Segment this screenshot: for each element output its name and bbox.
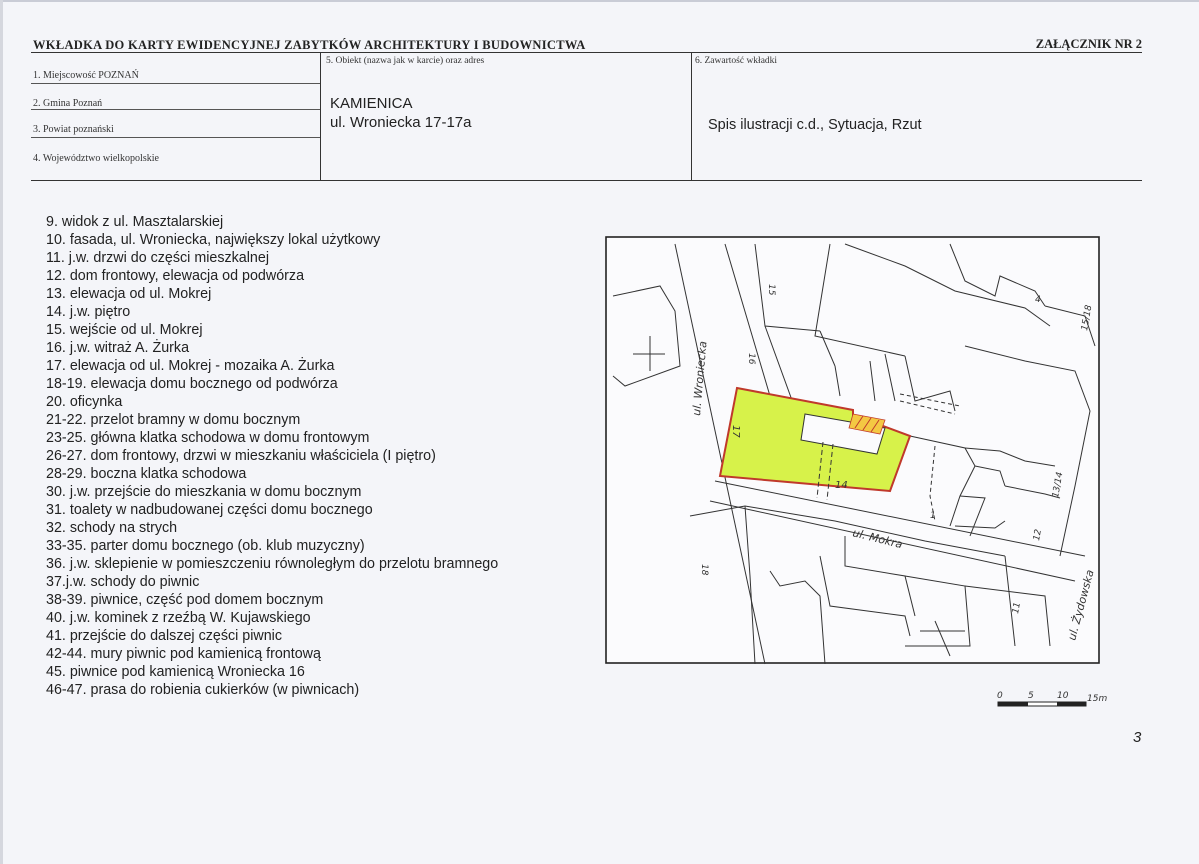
plot-number-14: 14 (835, 480, 848, 491)
plot-number-11: 11 (1011, 601, 1023, 615)
scale-segment (998, 702, 1028, 706)
plot-number-12: 12 (1032, 528, 1044, 542)
page-number: 3 (1133, 729, 1142, 746)
list-item: 16. j.w. witraż A. Żurka (46, 340, 190, 356)
list-item: 36. j.w. sklepienie w pomieszczeniu równoległym do przelotu bramnego (46, 556, 499, 572)
plot-number-17: 17 (730, 425, 741, 438)
list-item: 12. dom frontowy, elewacja od podwórza (46, 268, 305, 284)
list-item: 28-29. boczna klatka schodowa (46, 466, 247, 482)
object-name: KAMIENICA (330, 95, 413, 112)
contents-label: 6. Zawartość wkładki (695, 56, 778, 66)
list-item: 18-19. elewacja domu bocznego od podwórza (46, 376, 338, 392)
field-divider (31, 137, 320, 138)
plot-number-16: 16 (746, 353, 756, 365)
list-item: 45. piwnice pod kamienicą Wroniecka 16 (46, 664, 305, 680)
list-item: 38-39. piwnice, część pod domem bocznym (46, 592, 324, 608)
list-item: 42-44. mury piwnic pod kamienicą frontową (46, 646, 321, 662)
table-bottom-rule (31, 180, 1142, 181)
object-address: ul. Wroniecka 17-17a (330, 114, 472, 131)
field-voivodeship: 4. Województwo wielkopolskie (33, 153, 159, 164)
list-item: 33-35. parter domu bocznego (ob. klub muzyczny) (46, 538, 365, 554)
field-divider (31, 83, 320, 84)
list-item: 23-25. główna klatka schodowa w domu frontowym (46, 430, 370, 446)
list-item: 41. przejście do dalszej części piwnic (46, 628, 283, 644)
plot-number-4: 4 (1035, 295, 1041, 305)
list-item: 15. wejście od ul. Mokrej (46, 322, 203, 338)
field-divider (31, 109, 320, 110)
scale-label-15m: 15m (1087, 694, 1108, 704)
field-locality: 1. Miejscowość POZNAŃ (33, 70, 139, 81)
plot-number-1: 1 (930, 511, 936, 521)
street-label-zydowska: ul. Żydowska (1065, 568, 1097, 642)
object-label: 5. Obiekt (nazwa jak w karcie) oraz adres (326, 56, 485, 66)
col-divider-2 (691, 52, 692, 180)
field-commune: 2. Gmina Poznań (33, 98, 103, 109)
scale-label-0: 0 (997, 691, 1003, 701)
list-item: 37.j.w. schody do piwnic (46, 574, 200, 590)
plot-number-13-14: 13/14 (1051, 471, 1066, 499)
list-item: 9. widok z ul. Masztalarskiej (46, 214, 224, 230)
scale-label-5: 5 (1028, 691, 1034, 701)
list-item: 32. schody na strych (46, 520, 178, 536)
field-county: 3. Powiat poznański (33, 124, 114, 135)
list-item: 31. toalety w nadbudowanej części domu bocznego (46, 502, 373, 518)
list-item: 10. fasada, ul. Wroniecka, największy lokal użytkowy (46, 232, 381, 248)
list-item: 30. j.w. przejście do mieszkania w domu bocznym (46, 484, 362, 500)
col-divider-1 (320, 52, 321, 180)
plot-number-15: 15 (766, 284, 776, 296)
contents-value: Spis ilustracji c.d., Sytuacja, Rzut (708, 117, 922, 133)
annex-label: ZAŁĄCZNIK NR 2 (1035, 37, 1142, 51)
scale-bar (995, 689, 1120, 717)
site-plan-map (605, 236, 1101, 666)
header-rule (31, 52, 1142, 53)
illustration-list (46, 213, 498, 699)
list-item: 26-27. dom frontowy, drzwi w mieszkaniu właściciela (I piętro) (46, 448, 436, 464)
list-item: 21-22. przelot bramny w domu bocznym (46, 412, 301, 428)
list-item: 13. elewacja od ul. Mokrej (46, 286, 212, 302)
page-left-edge (0, 0, 3, 864)
list-item: 17. elewacja od ul. Mokrej - mozaika A. Żurka (46, 358, 335, 374)
street-label-mokra: ul. Mokra (851, 526, 904, 552)
list-item: 11. j.w. drzwi do części mieszkalnej (46, 250, 270, 266)
list-item: 40. j.w. kominek z rzeźbą W. Kujawskiego (46, 610, 311, 626)
plot-number-15-18: 15/18 (1080, 304, 1095, 332)
street-label-wroniecka: ul. Wroniecka (690, 340, 710, 417)
form-title: WKŁADKA DO KARTY EWIDENCYJNEJ ZABYTKÓW ARCHITEKTURY I BUDOWNICTWA (33, 38, 586, 52)
plot-number-18: 18 (699, 564, 709, 576)
scale-label-10: 10 (1057, 691, 1069, 701)
list-item: 20. oficynka (46, 394, 123, 410)
list-item: 14. j.w. piętro (46, 304, 131, 320)
scale-segment (1057, 702, 1086, 706)
list-item: 46-47. prasa do robienia cukierków (w piwnicach) (46, 682, 360, 698)
page-top-edge (0, 0, 1199, 2)
